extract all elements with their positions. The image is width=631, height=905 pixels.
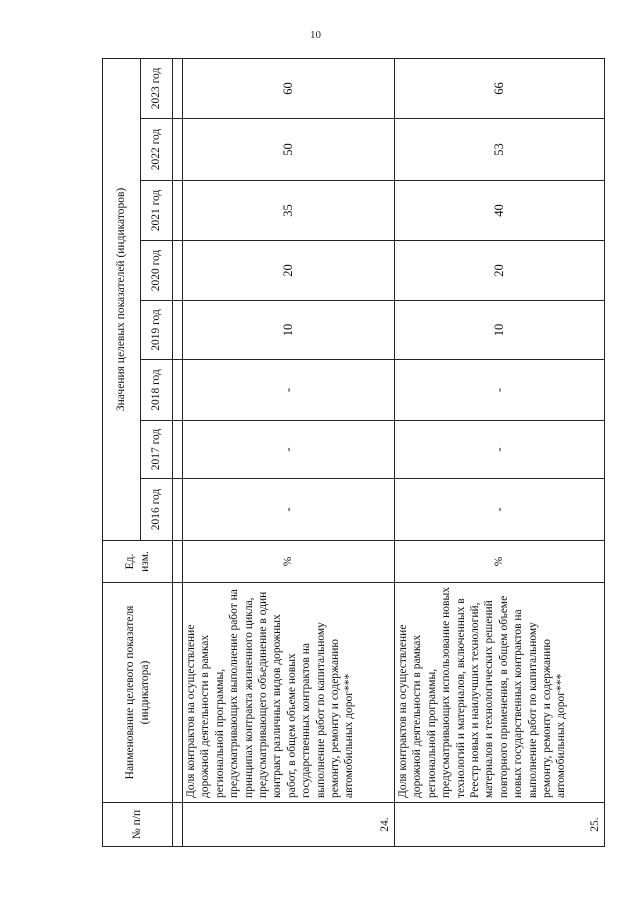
- value-2016: -: [395, 479, 605, 541]
- value-2018: -: [183, 360, 395, 421]
- header-unit: Ед. изм.: [103, 541, 173, 583]
- header-year-2018: 2018 год: [141, 360, 173, 421]
- header-year-2023: 2023 год: [141, 58, 173, 118]
- indicator-unit: %: [395, 541, 605, 583]
- table-row: [395, 58, 605, 846]
- value-2017: -: [183, 421, 395, 479]
- value-2021: 35: [183, 181, 395, 241]
- value-2019: 10: [183, 301, 395, 360]
- value-2017: -: [395, 421, 605, 479]
- header-name: Наименование целевого показателя (индикатора): [103, 583, 173, 803]
- header-values-group: Значения целевых показателей (индикаторов): [103, 58, 141, 540]
- header-year-2017: 2017 год: [141, 421, 173, 479]
- value-2020: 20: [183, 241, 395, 301]
- header-year-2019: 2019 год: [141, 301, 173, 360]
- row-number: 25.: [395, 803, 605, 847]
- value-2019: 10: [395, 301, 605, 360]
- value-2023: 60: [183, 58, 395, 118]
- indicators-table: [102, 58, 605, 847]
- table-frame: [102, 59, 604, 847]
- value-2022: 50: [183, 119, 395, 181]
- header-year-2020: 2020 год: [141, 241, 173, 301]
- row-number: 24.: [183, 803, 395, 847]
- value-2021: 40: [395, 181, 605, 241]
- value-2016: -: [183, 479, 395, 541]
- value-2023: 66: [395, 58, 605, 118]
- header-year-2021: 2021 год: [141, 181, 173, 241]
- value-2018: -: [395, 360, 605, 421]
- indicator-name: Доля контрактов на осуществление дорожной деятельности в рамках региональной программы, предусматривающих использование новых технологий и материалов, включенных в Реестр новых и наилучших технологий, материалов и технологических решений повторного применения, в общем объеме новых государственных контрактов на выполнение работ по капитальному ремонту, ремонту и содержанию автомобильных дорог***: [395, 583, 605, 803]
- header-year-2016: 2016 год: [141, 479, 173, 541]
- header-num: № п/п: [103, 803, 173, 847]
- indicator-unit: %: [183, 541, 395, 583]
- value-2022: 53: [395, 119, 605, 181]
- header-year-2022: 2022 год: [141, 119, 173, 181]
- indicator-name: Доля контрактов на осуществление дорожной деятельности в рамках региональной программы, предусматривающих выполнение работ на принципах контракта жизненного цикла, предусматривающего объединение в один контракт различных видов дорожных работ, в общем объеме новых государственных контрактов на выполнение работ по капитальному ремонту, ремонту и содержанию автомобильных дорог***: [183, 583, 395, 803]
- spacer-row: [173, 58, 183, 846]
- rotated-sheet: [102, 59, 604, 847]
- page-number: 10: [310, 29, 321, 41]
- value-2020: 20: [395, 241, 605, 301]
- table-row: [183, 58, 395, 846]
